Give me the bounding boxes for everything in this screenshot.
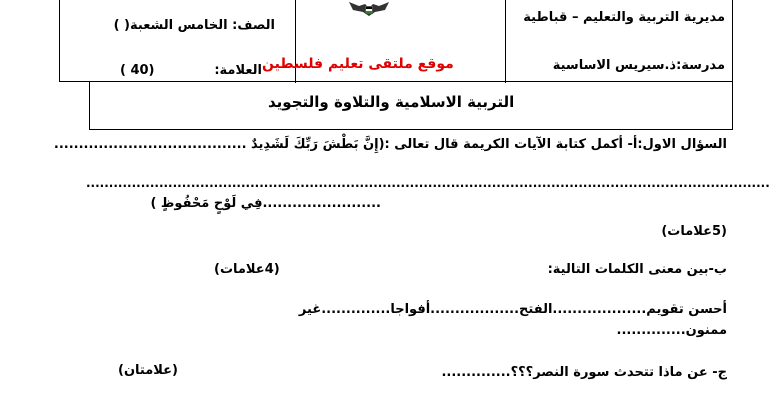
directorate-label: مديرية التربية والتعليم – قباطية <box>523 10 725 25</box>
mark-value: ( 40) <box>120 63 155 78</box>
q1b-prompt: ب-بين معنى الكلمات التالية: <box>547 262 727 277</box>
mark-label: العلامة: <box>214 63 262 78</box>
q1b-words-line: أحسن تقويم...................الفتح..................أفواجا..............غير <box>298 302 727 317</box>
class-label: الصف: الخامس الشعبة( ) <box>113 18 275 33</box>
subject-title: التربية الاسلامية والتلاوة والتجويد <box>268 93 515 111</box>
q1-line1: السؤال الاول:أ- أكمل كتابة الآيات الكريمة قال تعالى :(إِنَّ بَطْشَ رَبِّكَ لَشَدِيدٌ ....................................... <box>53 137 727 152</box>
header-divider-right <box>505 0 506 83</box>
q1-line3: ........................فِي لَوْحٍ مَحْفُوظٍ ) <box>150 196 381 211</box>
palestine-eagle-emblem-icon <box>345 0 393 18</box>
school-label: مدرسة:ذ.سيريس الاساسية <box>552 58 725 73</box>
q1-line2-dots: ...................................................................................................................................................... <box>86 176 770 190</box>
q1c-prompt: ج- عن ماذا تتحدث سورة النصر؟؟؟.............. <box>441 365 727 380</box>
q1-marks: (5علامات) <box>661 224 727 239</box>
q1b-marks: (4علامات) <box>214 262 280 277</box>
site-name: موقع ملتقى تعليم فلسطين <box>262 56 454 72</box>
q1c-marks: (علامتان) <box>118 363 178 378</box>
q1b-words-line2: ممنون.............. <box>616 323 727 338</box>
